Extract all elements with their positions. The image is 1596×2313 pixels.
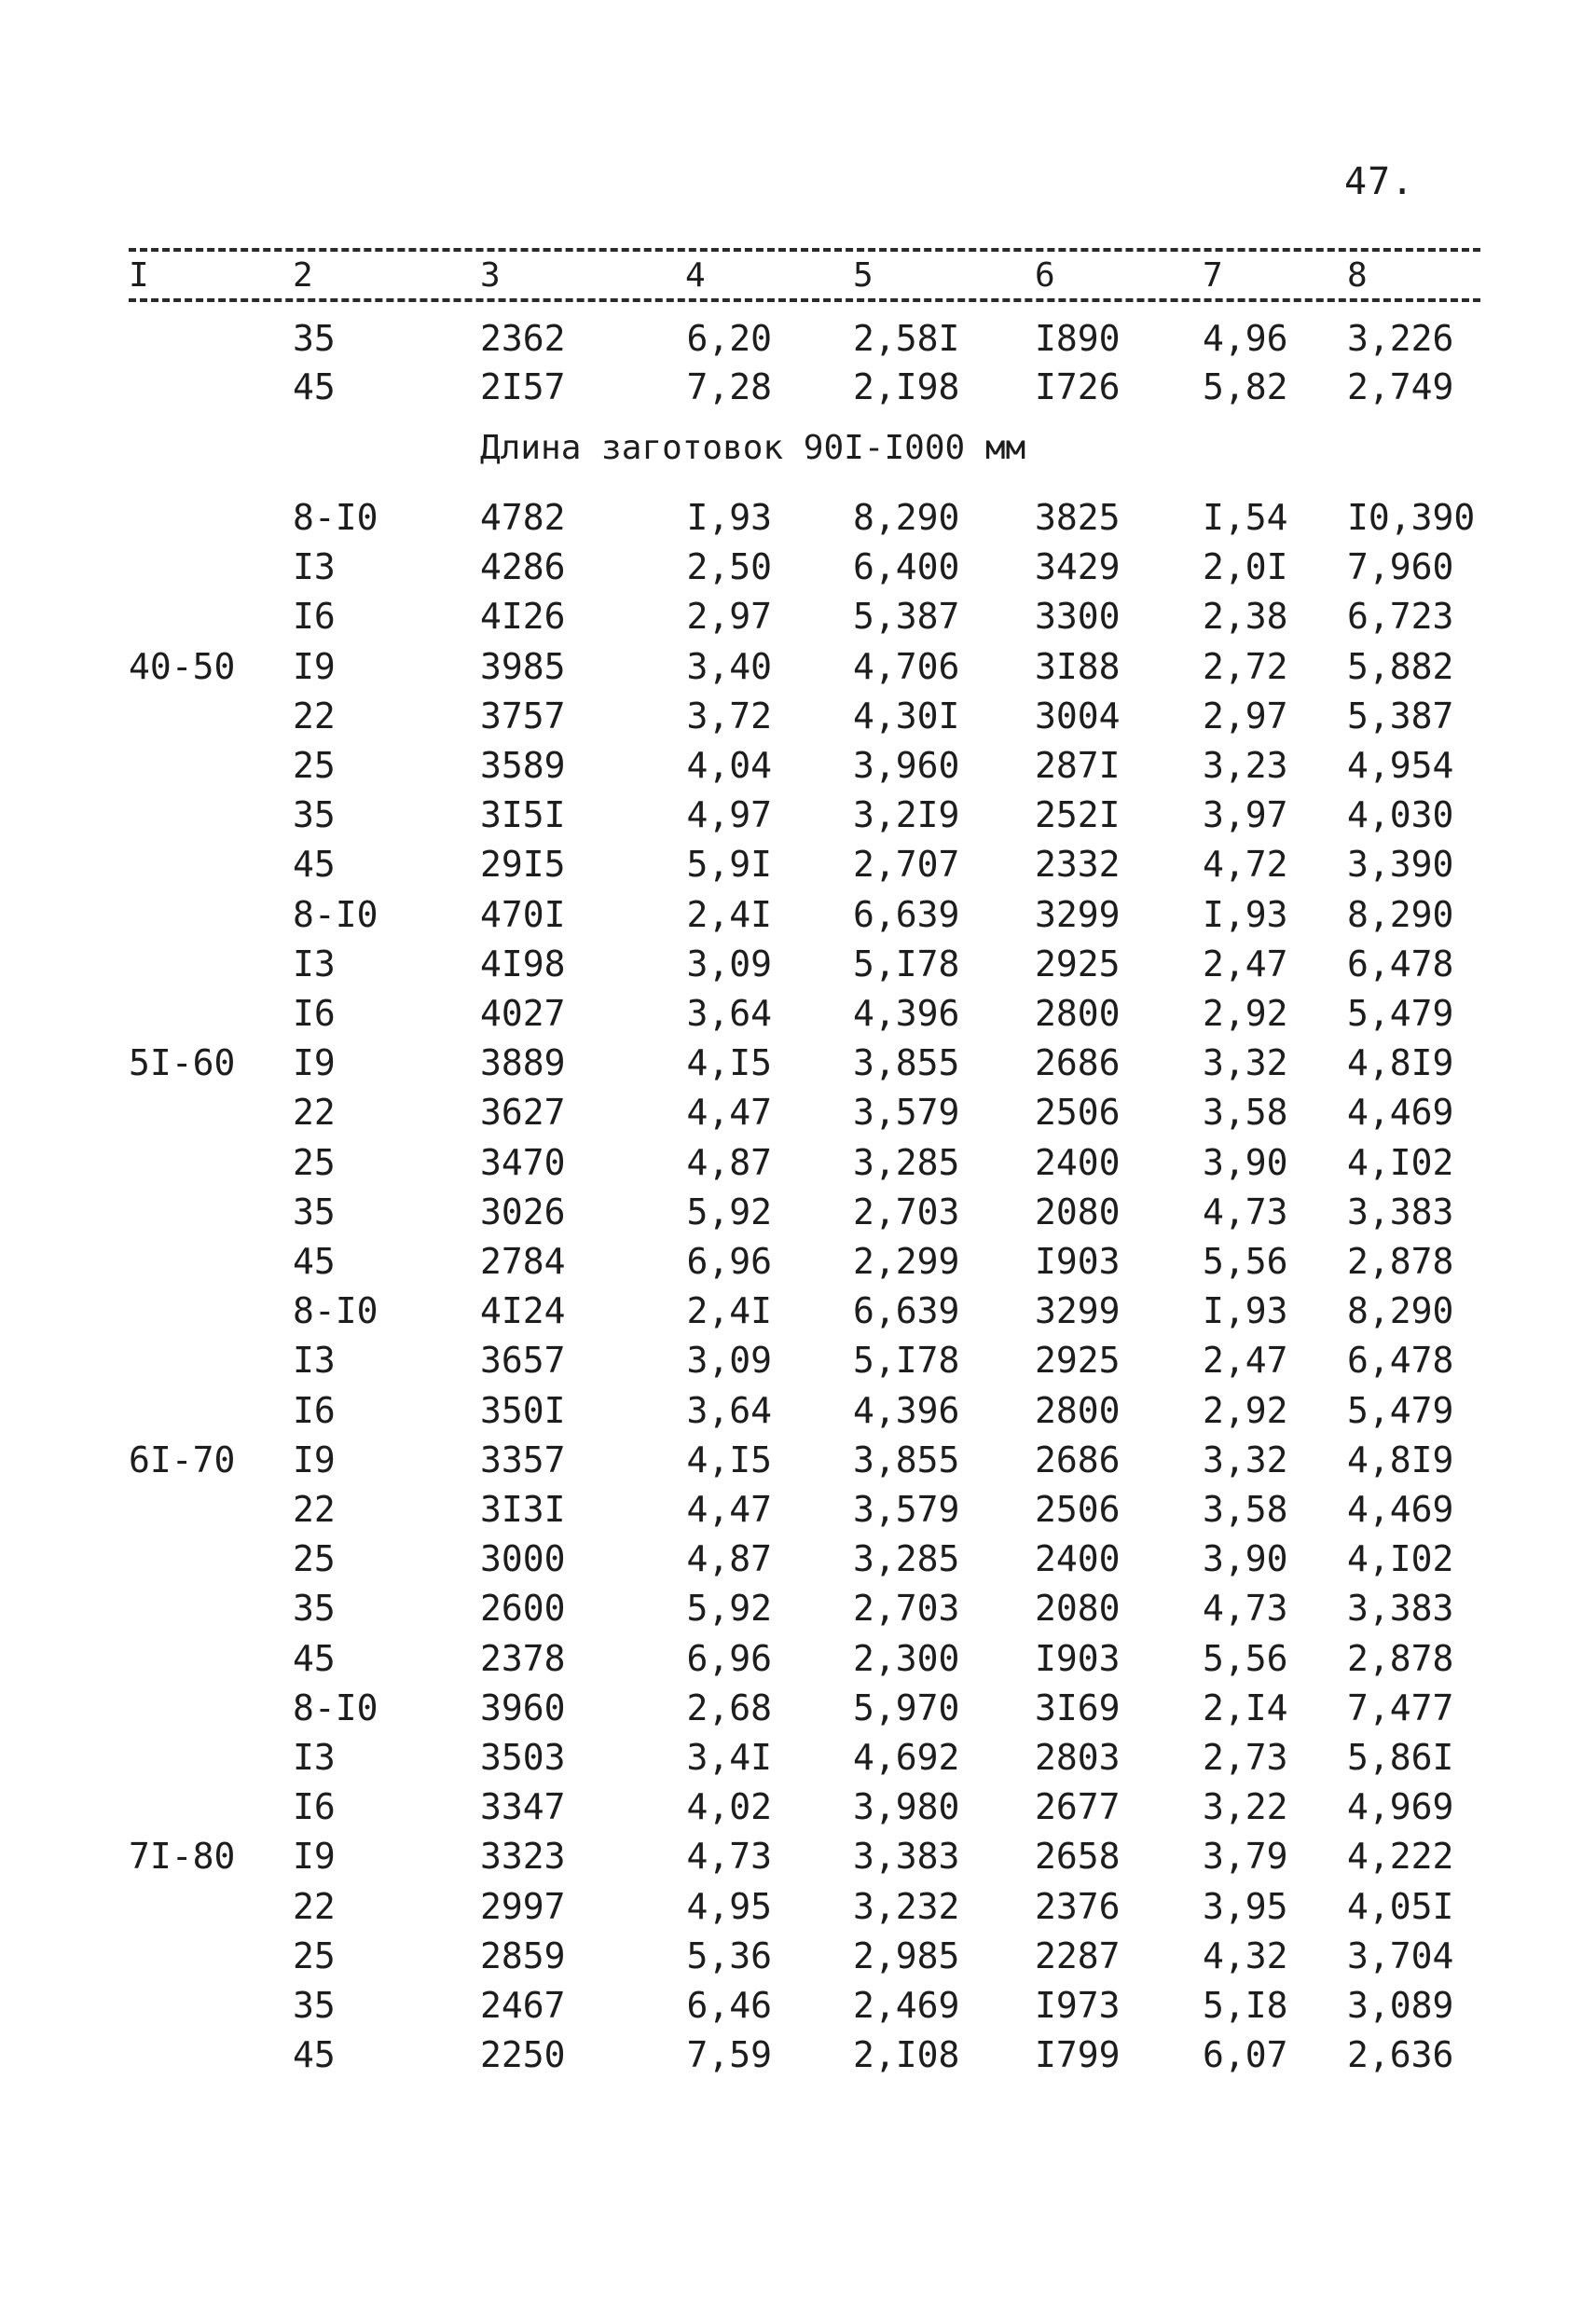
table-cell: 45 xyxy=(293,1637,336,1679)
table-row xyxy=(0,492,1596,543)
table-cell: 4,469 xyxy=(1347,1489,1454,1530)
table-row xyxy=(0,591,1596,641)
table-row xyxy=(0,1385,1596,1436)
table-cell: 5,92 xyxy=(686,1191,772,1232)
column-header: I xyxy=(129,256,149,295)
table-cell: 2I57 xyxy=(480,366,566,407)
table-cell: 6,639 xyxy=(853,1290,960,1332)
column-header: 7 xyxy=(1203,256,1223,295)
section-title: Длина заготовок 90I-I000 мм xyxy=(480,429,1026,467)
table-cell: 2,73 xyxy=(1203,1737,1288,1778)
table-cell: I3 xyxy=(293,1340,336,1382)
table-cell: I,93 xyxy=(1203,893,1288,935)
table-cell: 4,8I9 xyxy=(1347,1439,1454,1480)
table-cell: 22 xyxy=(293,1885,336,1927)
header-rule-top xyxy=(129,248,1480,252)
table-cell: 2,97 xyxy=(686,596,772,638)
table-cell: 3657 xyxy=(480,1340,566,1382)
table-cell: 2506 xyxy=(1035,1092,1121,1134)
table-cell: 5,I78 xyxy=(853,943,960,984)
table-cell: 6,46 xyxy=(686,1985,772,2026)
table-cell: 3,22 xyxy=(1203,1786,1288,1828)
table-cell: 252I xyxy=(1035,794,1121,836)
table-cell: 5,I78 xyxy=(853,1340,960,1382)
table-cell: 2,92 xyxy=(1203,993,1288,1034)
table-cell: 2,50 xyxy=(686,546,772,588)
table-row xyxy=(0,1534,1596,1584)
column-header-row xyxy=(0,254,1596,298)
table-cell: 5,970 xyxy=(853,1687,960,1728)
table-cell: 2,299 xyxy=(853,1241,960,1282)
table-cell: 8-I0 xyxy=(293,497,378,538)
table-cell: 2997 xyxy=(480,1885,566,1927)
table-cell: 35 xyxy=(293,794,336,836)
table-row xyxy=(0,1732,1596,1783)
table-cell: 5I-60 xyxy=(129,1042,236,1084)
table-cell: 3,383 xyxy=(1347,1191,1454,1232)
column-header: 8 xyxy=(1347,256,1368,295)
table-cell: 3026 xyxy=(480,1191,566,1232)
table-cell: 2,4I xyxy=(686,1290,772,1332)
table-cell: 45 xyxy=(293,844,336,886)
table-cell: 4,73 xyxy=(1203,1191,1288,1232)
table-cell: 3,72 xyxy=(686,695,772,737)
table-row xyxy=(0,1583,1596,1633)
table-cell: 350I xyxy=(480,1389,566,1431)
table-cell: 3,285 xyxy=(853,1538,960,1580)
table-cell: 3299 xyxy=(1035,1290,1121,1332)
table-cell: 2,0I xyxy=(1203,546,1288,588)
table-cell: 8-I0 xyxy=(293,893,378,935)
table-cell: 3,40 xyxy=(686,645,772,687)
table-cell: I6 xyxy=(293,596,336,638)
table-cell: 2658 xyxy=(1035,1836,1121,1878)
table-cell: I799 xyxy=(1035,2034,1121,2076)
table-cell: 4,04 xyxy=(686,745,772,786)
table-cell: 45 xyxy=(293,2034,336,2076)
table-cell: 3,855 xyxy=(853,1042,960,1084)
table-cell: 2677 xyxy=(1035,1786,1121,1828)
table-cell: 2400 xyxy=(1035,1141,1121,1183)
column-header: 2 xyxy=(293,256,313,295)
table-cell: 2376 xyxy=(1035,1885,1121,1927)
table-cell: I6 xyxy=(293,1786,336,1828)
table-cell: 2,469 xyxy=(853,1985,960,2026)
table-cell: 2,749 xyxy=(1347,366,1454,407)
table-cell: 2686 xyxy=(1035,1042,1121,1084)
table-cell: 2,38 xyxy=(1203,596,1288,638)
table-cell: 6,20 xyxy=(686,318,772,359)
table-cell: 3627 xyxy=(480,1092,566,1134)
table-cell: 3299 xyxy=(1035,893,1121,935)
table-cell: 35 xyxy=(293,1985,336,2026)
table-cell: 2506 xyxy=(1035,1489,1121,1530)
table-cell: I9 xyxy=(293,645,336,687)
table-cell: 4I98 xyxy=(480,943,566,984)
table-cell: 5,36 xyxy=(686,1934,772,1976)
table-cell: I903 xyxy=(1035,1241,1121,1282)
table-cell: 3347 xyxy=(480,1786,566,1828)
table-cell: 2,4I xyxy=(686,893,772,935)
table-cell: 22 xyxy=(293,695,336,737)
table-cell: I890 xyxy=(1035,318,1121,359)
table-cell: 4,30I xyxy=(853,695,960,737)
table-cell: 3,58 xyxy=(1203,1489,1288,1530)
table-cell: 2784 xyxy=(480,1241,566,1282)
table-cell: 3323 xyxy=(480,1836,566,1878)
table-cell: 3889 xyxy=(480,1042,566,1084)
table-cell: 2,703 xyxy=(853,1191,960,1232)
table-cell: 2,I98 xyxy=(853,366,960,407)
table-cell: 3I5I xyxy=(480,794,566,836)
table-cell: 7I-80 xyxy=(129,1836,236,1878)
table-cell: 2287 xyxy=(1035,1934,1121,1976)
table-cell: 2800 xyxy=(1035,993,1121,1034)
table-cell: 3470 xyxy=(480,1141,566,1183)
column-header: 4 xyxy=(685,256,706,295)
table-row xyxy=(0,839,1596,889)
table-cell: 4,72 xyxy=(1203,844,1288,886)
table-cell: 3757 xyxy=(480,695,566,737)
table-cell: 2,47 xyxy=(1203,943,1288,984)
table-cell: 3,97 xyxy=(1203,794,1288,836)
table-cell: 3357 xyxy=(480,1439,566,1480)
table-cell: 5,882 xyxy=(1347,645,1454,687)
table-cell: 3,980 xyxy=(853,1786,960,1828)
table-cell: 6,723 xyxy=(1347,596,1454,638)
table-cell: 4,73 xyxy=(686,1836,772,1878)
table-cell: 7,59 xyxy=(686,2034,772,2076)
table-cell: 3I88 xyxy=(1035,645,1121,687)
table-cell: 287I xyxy=(1035,745,1121,786)
table-cell: 5,I8 xyxy=(1203,1985,1288,2026)
table-row xyxy=(0,939,1596,989)
table-cell: 3,390 xyxy=(1347,844,1454,886)
table-cell: 7,960 xyxy=(1347,546,1454,588)
table-cell: 4,05I xyxy=(1347,1885,1454,1927)
table-cell: 2859 xyxy=(480,1934,566,1976)
table-row xyxy=(0,1286,1596,1336)
table-cell: 2,58I xyxy=(853,318,960,359)
table-cell: 4,47 xyxy=(686,1489,772,1530)
table-cell: 3,855 xyxy=(853,1439,960,1480)
table-cell: 4,8I9 xyxy=(1347,1042,1454,1084)
table-cell: 2400 xyxy=(1035,1538,1121,1580)
table-cell: I3 xyxy=(293,943,336,984)
table-cell: I0,390 xyxy=(1347,497,1476,538)
table-cell: 6,07 xyxy=(1203,2034,1288,2076)
table-cell: 3,579 xyxy=(853,1489,960,1530)
table-cell: I3 xyxy=(293,1737,336,1778)
table-cell: 35 xyxy=(293,1588,336,1630)
table-cell: 5,92 xyxy=(686,1588,772,1630)
table-cell: 25 xyxy=(293,1934,336,1976)
table-cell: 2,707 xyxy=(853,844,960,886)
table-cell: 25 xyxy=(293,1141,336,1183)
table-cell: 3,4I xyxy=(686,1737,772,1778)
table-cell: 3,32 xyxy=(1203,1439,1288,1480)
table-cell: 5,479 xyxy=(1347,1389,1454,1431)
table-row xyxy=(0,1137,1596,1188)
table-row xyxy=(0,1881,1596,1932)
table-cell: 3004 xyxy=(1035,695,1121,737)
table-row xyxy=(0,988,1596,1039)
table-cell: 3825 xyxy=(1035,497,1121,538)
table-row xyxy=(0,1831,1596,1881)
table-cell: 3,64 xyxy=(686,1389,772,1431)
table-cell: 5,387 xyxy=(1347,695,1454,737)
table-cell: 2,703 xyxy=(853,1588,960,1630)
table-cell: 2,72 xyxy=(1203,645,1288,687)
table-cell: 3300 xyxy=(1035,596,1121,638)
table-cell: 4,222 xyxy=(1347,1836,1454,1878)
column-header: 6 xyxy=(1035,256,1055,295)
table-cell: 6I-70 xyxy=(129,1439,236,1480)
table-cell: 4,96 xyxy=(1203,318,1288,359)
table-cell: 3,23 xyxy=(1203,745,1288,786)
table-cell: 22 xyxy=(293,1092,336,1134)
table-cell: 6,96 xyxy=(686,1241,772,1282)
table-cell: 2,878 xyxy=(1347,1241,1454,1282)
table-cell: 6,478 xyxy=(1347,1340,1454,1382)
table-cell: I973 xyxy=(1035,1985,1121,2026)
table-cell: 40-50 xyxy=(129,645,236,687)
table-cell: 35 xyxy=(293,318,336,359)
table-cell: 7,28 xyxy=(686,366,772,407)
table-cell: 3,90 xyxy=(1203,1141,1288,1183)
table-cell: 3,64 xyxy=(686,993,772,1034)
table-cell: 25 xyxy=(293,1538,336,1580)
table-cell: I6 xyxy=(293,1389,336,1431)
table-cell: 5,56 xyxy=(1203,1637,1288,1679)
table-cell: 6,478 xyxy=(1347,943,1454,984)
table-cell: I,93 xyxy=(1203,1290,1288,1332)
table-cell: 2800 xyxy=(1035,1389,1121,1431)
table-row xyxy=(0,740,1596,791)
table-row xyxy=(0,1980,1596,2031)
column-header: 5 xyxy=(853,256,874,295)
table-cell: 8,290 xyxy=(853,497,960,538)
table-cell: 4,396 xyxy=(853,1389,960,1431)
table-cell: I903 xyxy=(1035,1637,1121,1679)
table-cell: 5,479 xyxy=(1347,993,1454,1034)
table-cell: 35 xyxy=(293,1191,336,1232)
table-cell: 2,I4 xyxy=(1203,1687,1288,1728)
table-cell: 2686 xyxy=(1035,1439,1121,1480)
table-row xyxy=(0,1435,1596,1485)
table-cell: 4,02 xyxy=(686,1786,772,1828)
table-cell: 4,I02 xyxy=(1347,1141,1454,1183)
table-cell: 4,I5 xyxy=(686,1439,772,1480)
table-cell: 3,226 xyxy=(1347,318,1454,359)
table-cell: I726 xyxy=(1035,366,1121,407)
table-cell: 3,089 xyxy=(1347,1985,1454,2026)
table-cell: 4782 xyxy=(480,497,566,538)
table-cell: 8-I0 xyxy=(293,1687,378,1728)
table-cell: 8,290 xyxy=(1347,893,1454,935)
table-cell: 4027 xyxy=(480,993,566,1034)
table-cell: 6,400 xyxy=(853,546,960,588)
table-cell: 3,704 xyxy=(1347,1934,1454,1976)
table-cell: 4,030 xyxy=(1347,794,1454,836)
table-cell: 4,73 xyxy=(1203,1588,1288,1630)
table-row xyxy=(0,790,1596,840)
table-cell: 25 xyxy=(293,745,336,786)
table-row xyxy=(0,1187,1596,1237)
table-cell: 2803 xyxy=(1035,1737,1121,1778)
table-cell: I,54 xyxy=(1203,497,1288,538)
table-cell: I6 xyxy=(293,993,336,1034)
table-cell: I3 xyxy=(293,546,336,588)
table-cell: I9 xyxy=(293,1439,336,1480)
table-row xyxy=(0,691,1596,741)
table-cell: 2378 xyxy=(480,1637,566,1679)
table-cell: 3,383 xyxy=(1347,1588,1454,1630)
table-cell: I9 xyxy=(293,1836,336,1878)
table-row xyxy=(0,1335,1596,1385)
table-cell: 470I xyxy=(480,893,566,935)
table-row xyxy=(0,1683,1596,1733)
table-cell: 2362 xyxy=(480,318,566,359)
table-cell: 3,79 xyxy=(1203,1836,1288,1878)
table-cell: 5,56 xyxy=(1203,1241,1288,1282)
table-cell: 5,9I xyxy=(686,844,772,886)
table-row xyxy=(0,1782,1596,1832)
table-cell: 4,87 xyxy=(686,1141,772,1183)
table-cell: 2,97 xyxy=(1203,695,1288,737)
table-row xyxy=(0,1931,1596,1981)
table-cell: 29I5 xyxy=(480,844,566,886)
table-cell: 5,86I xyxy=(1347,1737,1454,1778)
table-cell: 4I24 xyxy=(480,1290,566,1332)
table-row xyxy=(0,2030,1596,2080)
table-cell: 4,95 xyxy=(686,1885,772,1927)
page-number: 47. xyxy=(1344,160,1415,203)
table-cell: 5,82 xyxy=(1203,366,1288,407)
table-cell: 2250 xyxy=(480,2034,566,2076)
table-cell: 45 xyxy=(293,1241,336,1282)
table-row xyxy=(0,1236,1596,1287)
table-cell: 4,87 xyxy=(686,1538,772,1580)
table-cell: 2,I08 xyxy=(853,2034,960,2076)
table-row xyxy=(0,1038,1596,1088)
table-cell: 4,97 xyxy=(686,794,772,836)
table-cell: 2925 xyxy=(1035,943,1121,984)
table-cell: 2,985 xyxy=(853,1934,960,1976)
table-row xyxy=(0,1484,1596,1535)
table-cell: 3,95 xyxy=(1203,1885,1288,1927)
table-cell: 45 xyxy=(293,366,336,407)
table-cell: 3,09 xyxy=(686,943,772,984)
table-cell: 2600 xyxy=(480,1588,566,1630)
table-cell: 2925 xyxy=(1035,1340,1121,1382)
table-cell: 3503 xyxy=(480,1737,566,1778)
table-cell: 3,383 xyxy=(853,1836,960,1878)
table-cell: 4,396 xyxy=(853,993,960,1034)
table-row xyxy=(0,362,1596,412)
table-cell: 3I3I xyxy=(480,1489,566,1530)
table-cell: 2,636 xyxy=(1347,2034,1454,2076)
table-cell: 3960 xyxy=(480,1687,566,1728)
table-cell: 2080 xyxy=(1035,1588,1121,1630)
table-cell: I9 xyxy=(293,1042,336,1084)
table-row xyxy=(0,889,1596,940)
table-cell: 6,639 xyxy=(853,893,960,935)
table-cell: 3,90 xyxy=(1203,1538,1288,1580)
table-cell: 3985 xyxy=(480,645,566,687)
table-cell: 3,32 xyxy=(1203,1042,1288,1084)
table-cell: 3000 xyxy=(480,1538,566,1580)
table-cell: 8-I0 xyxy=(293,1290,378,1332)
table-cell: 2,47 xyxy=(1203,1340,1288,1382)
table-cell: 4286 xyxy=(480,546,566,588)
table-cell: 2,300 xyxy=(853,1637,960,1679)
table-row xyxy=(0,641,1596,692)
table-cell: 8,290 xyxy=(1347,1290,1454,1332)
table-cell: I,93 xyxy=(686,497,772,538)
table-cell: 4,954 xyxy=(1347,745,1454,786)
column-header: 3 xyxy=(480,256,501,295)
table-cell: 3I69 xyxy=(1035,1687,1121,1728)
table-cell: 3,09 xyxy=(686,1340,772,1382)
table-cell: 4,I5 xyxy=(686,1042,772,1084)
table-cell: 3,579 xyxy=(853,1092,960,1134)
table-row xyxy=(0,542,1596,592)
table-cell: 3,232 xyxy=(853,1885,960,1927)
table-cell: 2,878 xyxy=(1347,1637,1454,1679)
table-cell: 3,960 xyxy=(853,745,960,786)
table-cell: 2467 xyxy=(480,1985,566,2026)
table-cell: 3589 xyxy=(480,745,566,786)
table-cell: 2,92 xyxy=(1203,1389,1288,1431)
table-cell: 4,I02 xyxy=(1347,1538,1454,1580)
table-cell: 7,477 xyxy=(1347,1687,1454,1728)
table-cell: 4I26 xyxy=(480,596,566,638)
table-row xyxy=(0,1633,1596,1684)
table-row xyxy=(0,313,1596,364)
table-cell: 4,32 xyxy=(1203,1934,1288,1976)
table-cell: 4,469 xyxy=(1347,1092,1454,1134)
table-cell: 2332 xyxy=(1035,844,1121,886)
header-rule-bottom xyxy=(129,298,1480,302)
table-cell: 2,68 xyxy=(686,1687,772,1728)
table-cell: 4,692 xyxy=(853,1737,960,1778)
table-row xyxy=(0,1087,1596,1137)
table-cell: 3429 xyxy=(1035,546,1121,588)
table-cell: 3,2I9 xyxy=(853,794,960,836)
table-cell: 4,47 xyxy=(686,1092,772,1134)
table-cell: 4,706 xyxy=(853,645,960,687)
table-cell: 2080 xyxy=(1035,1191,1121,1232)
table-cell: 4,969 xyxy=(1347,1786,1454,1828)
table-cell: 5,387 xyxy=(853,596,960,638)
table-cell: 6,96 xyxy=(686,1637,772,1679)
table-cell: 22 xyxy=(293,1489,336,1530)
table-cell: 3,285 xyxy=(853,1141,960,1183)
table-cell: 3,58 xyxy=(1203,1092,1288,1134)
